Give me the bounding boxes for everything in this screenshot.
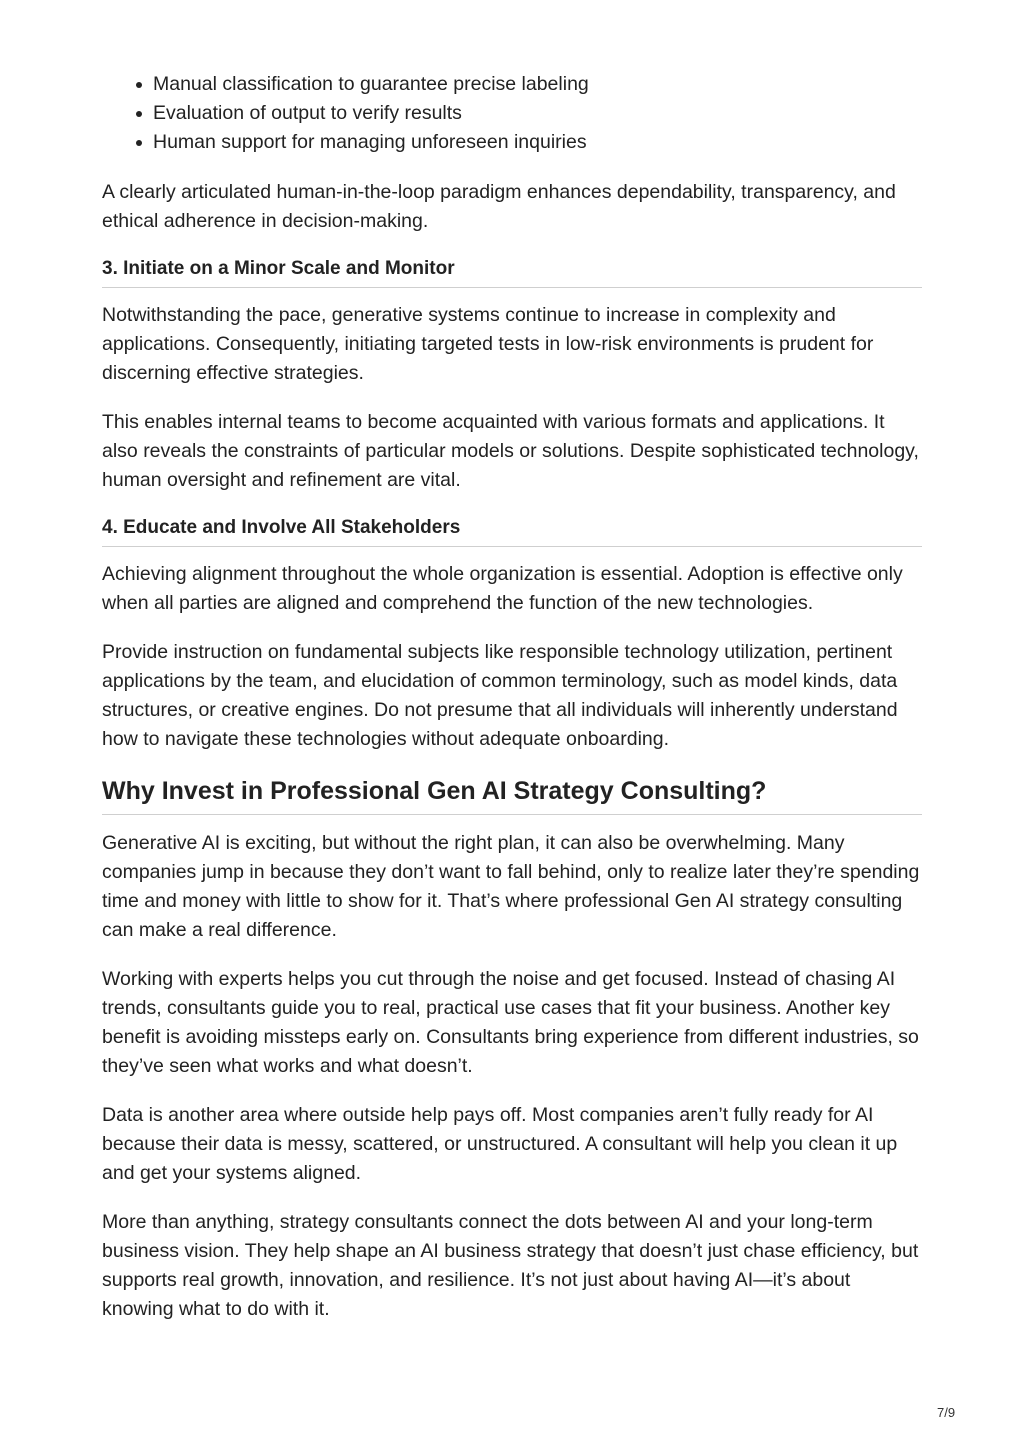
section-3-paragraph: This enables internal teams to become acquainted with various formats and applications. It also reveals the constraints of particular models or solutions. Despite sophisticated technology, human oversight and refinement are vital. (102, 411, 919, 491)
why-section (102, 774, 922, 1324)
page-number: 7/9 (937, 1405, 956, 1420)
bullet-list (102, 70, 922, 157)
list-item (153, 128, 922, 157)
list-item-text: Evaluation of output to verify results (153, 102, 462, 124)
why-section-paragraph: Working with experts helps you cut through the noise and get focused. Instead of chasing AI trends, consultants guide you to real, practical use cases that fit your business. Another key benefit is avoiding missteps early on. Consultants bring experience from different industries, so they’ve seen what works and what doesn’t. (102, 968, 919, 1077)
section-4-paragraph: Provide instruction on fundamental subjects like responsible technology utilization, pertinent applications by the team, and elucidation of common terminology, such as model kinds, data structures, or creative engines. Do not presume that all individuals will inherently understand how to navigate these technologies without adequate onboarding. (102, 641, 898, 750)
list-item (153, 99, 922, 128)
paragraph-hitl: A clearly articulated human-in-the-loop paradigm enhances dependability, transparency, and ethical adherence in decision-making. (102, 181, 896, 232)
bullet-icon (136, 140, 142, 146)
bullet-icon (136, 82, 142, 88)
section-4-heading: 4. Educate and Involve All Stakeholders (102, 515, 922, 547)
why-section-paragraph: Generative AI is exciting, but without the right plan, it can also be overwhelming. Many companies jump in because they don’t want to fall behind, only to realize later they’re spending time and money with little to show for it. That’s where professional Gen AI strategy consulting can make a real difference. (102, 832, 920, 941)
why-section-paragraph: More than anything, strategy consultants connect the dots between AI and your long-term business vision. They help shape an AI business strategy that doesn’t just chase efficiency, but supports real growth, innovation, and resilience. It’s not just about having AI—it’s about knowing what to do with it. (102, 1211, 919, 1320)
section-4-paragraph: Achieving alignment throughout the whole organization is essential. Adoption is effective only when all parties are aligned and comprehend the function of the new technologies. (102, 563, 903, 614)
list-item (153, 70, 922, 99)
list-item-text: Manual classification to guarantee precise labeling (153, 73, 589, 95)
why-section-heading: Why Invest in Professional Gen AI Strategy Consulting? (102, 774, 922, 815)
why-section-paragraph: Data is another area where outside help pays off. Most companies aren’t fully ready for AI because their data is messy, scattered, or unstructured. A consultant will help you clean it up and get your systems aligned. (102, 1104, 898, 1184)
article-body (102, 70, 922, 1344)
section-3-paragraph: Notwithstanding the pace, generative systems continue to increase in complexity and applications. Consequently, initiating targeted tests in low-risk environments is prudent for discerning effective strategies. (102, 304, 874, 384)
bullet-icon (136, 111, 142, 117)
list-item-text: Human support for managing unforeseen inquiries (153, 131, 587, 153)
section-3-heading: 3. Initiate on a Minor Scale and Monitor (102, 256, 922, 288)
